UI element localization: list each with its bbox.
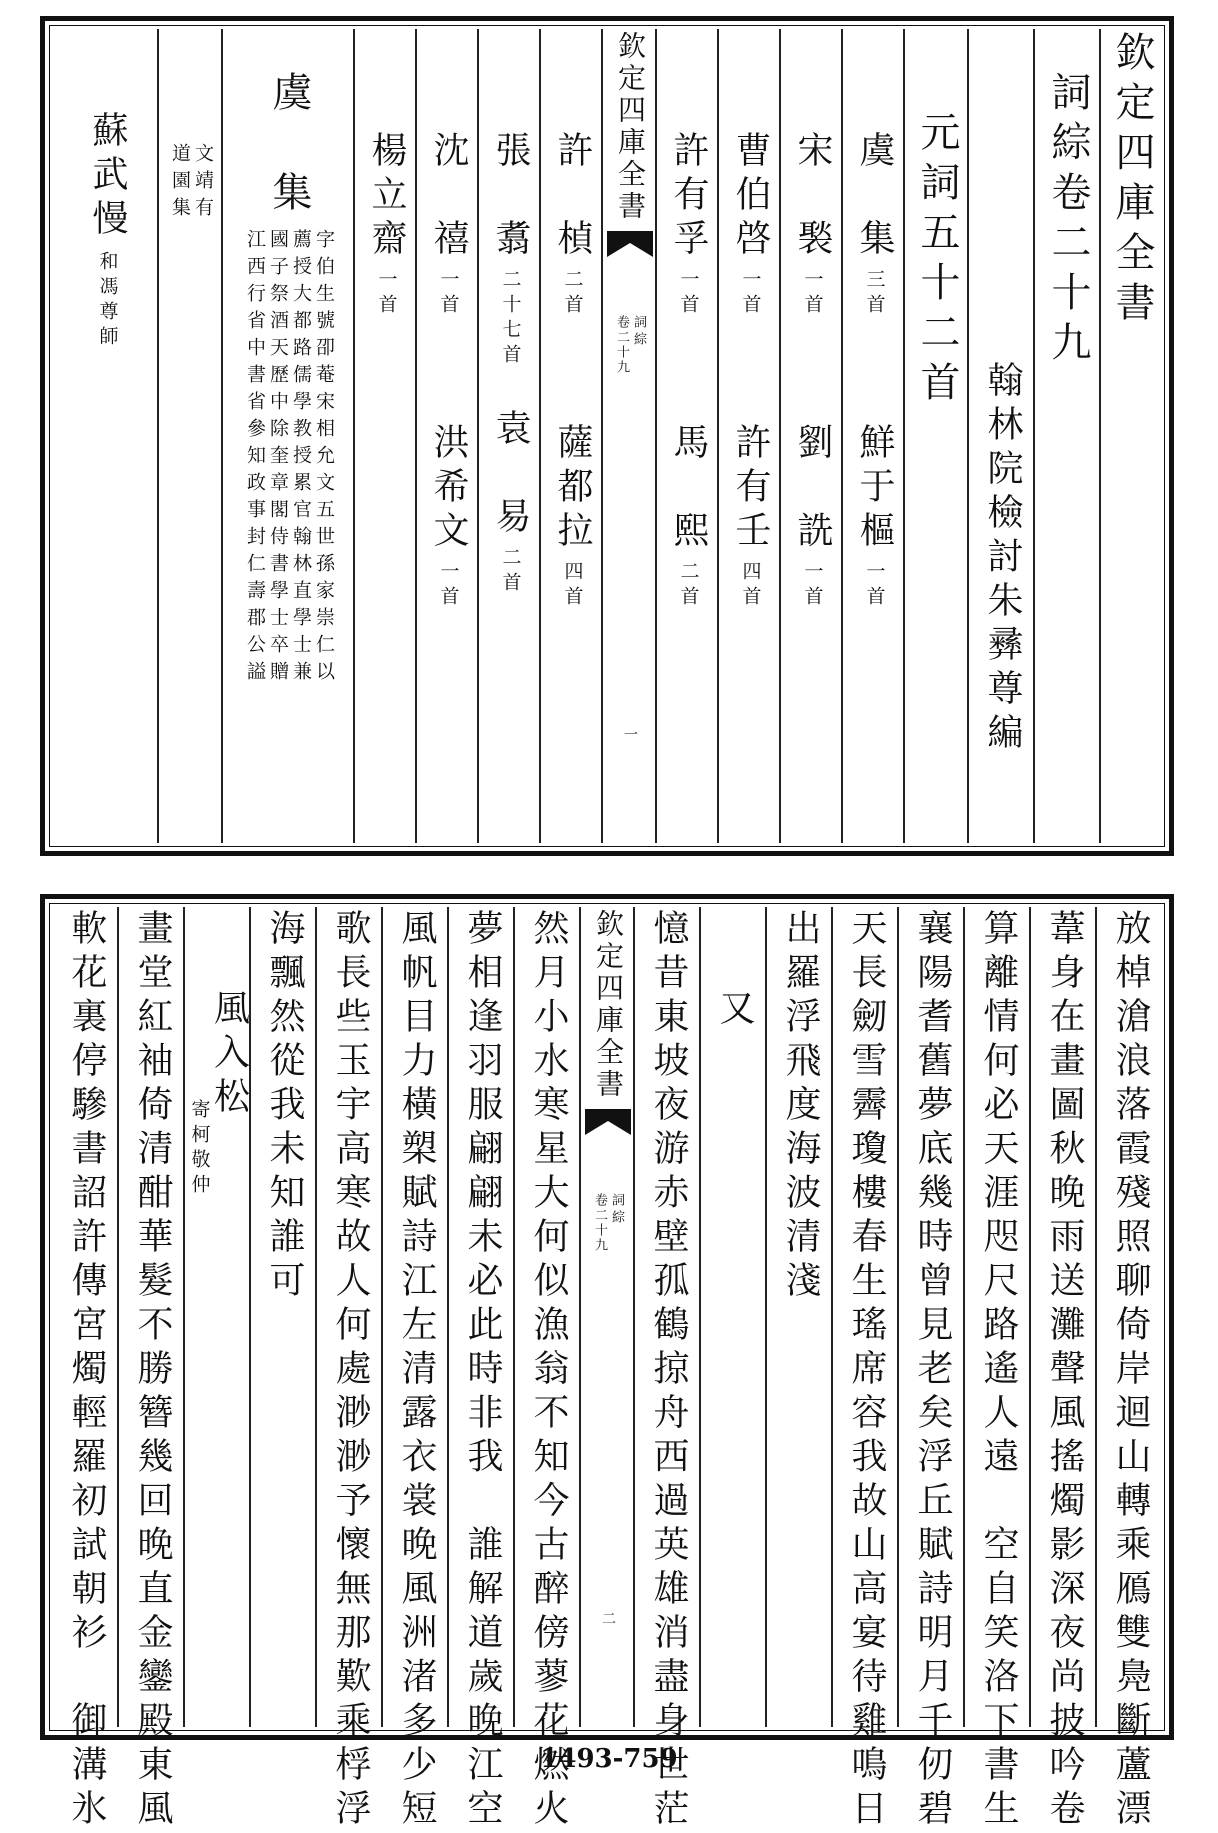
poem-line: 葦身在畫圖秋晚雨送灘聲風搖燭影深夜尚披吟卷 (1044, 909, 1085, 1833)
toc-count: 二首 (677, 561, 700, 611)
toc-author: 許有孚 (668, 131, 709, 263)
toc-author: 楊立齋 (366, 131, 407, 263)
poem-line: 軟花裏停驂書詔許傳宮燭輕羅初試朝衫 御溝氷 (66, 909, 107, 1833)
juan-title: 詞綜卷二十九 (1045, 71, 1091, 371)
toc-author: 沈 禧 (428, 131, 469, 263)
column-rule (633, 907, 635, 1727)
text-column (901, 909, 963, 1833)
toc-row (481, 31, 539, 841)
column-rule (117, 907, 119, 1727)
ci-title: 風入松 (208, 989, 250, 1121)
fishtail-mark (607, 231, 653, 257)
toc-count: 一首 (801, 269, 824, 319)
poem-subtitle: 和馮尊師 (96, 251, 119, 351)
page-upper (40, 16, 1174, 856)
toc-row (357, 31, 415, 841)
text-column (637, 909, 699, 1833)
text-column (703, 909, 765, 1725)
poem-line: 畫堂紅袖倚清酣華髮不勝簪幾回晚直金鑾殿東風 (132, 909, 173, 1833)
fold-book-name: 詞綜 (609, 1193, 624, 1227)
fishtail-mark (585, 1109, 631, 1135)
bio-tail (161, 31, 221, 841)
poem-line: 夢相逢羽服翩翩未必此時非我 誰解道歲晚江空 (462, 909, 503, 1833)
toc-count: 一首 (739, 269, 762, 319)
text-column (319, 909, 381, 1833)
bio-text (245, 229, 333, 688)
toc-author: 鮮于樞 (854, 423, 895, 555)
column-rule (221, 29, 223, 843)
poem-line: 歌長些玉宇高寒故人何處渺渺予懷無那歎乘桴浮 (330, 909, 371, 1833)
column-rule (779, 29, 781, 843)
bio-line: 薦授大都路儒學教授累官翰林直學士兼 (290, 229, 312, 688)
bio-author-name: 虞 集 (266, 71, 312, 221)
compiler: 翰林院檢討朱彞尊編 (982, 361, 1023, 757)
toc-row (783, 31, 841, 841)
ci-title-column (187, 909, 249, 1725)
book-title: 欽定四庫全書 (1109, 31, 1155, 331)
column-rule (1033, 29, 1035, 843)
toc-author: 許 楨 (552, 131, 593, 263)
text-column (253, 909, 315, 1725)
poem-line: 襄陽耆舊夢底幾時曾見老矣浮丘賦詩明月千仞碧 (912, 909, 953, 1833)
poem-line: 出羅浮飛度海波清淺 (780, 909, 821, 1305)
page-number: 1493-759 (540, 1744, 678, 1774)
poem-title-column (57, 31, 157, 841)
poem-line: 憶昔東坡夜游赤壁孤鶴掠舟西過英雄消盡身世茫 (648, 909, 689, 1833)
column-rule (157, 29, 159, 843)
fold-book-title: 欽定四庫全書 (592, 909, 625, 1101)
text-column (835, 909, 897, 1833)
column-rule (699, 907, 701, 1727)
column-rule (539, 29, 541, 843)
column-rule (381, 907, 383, 1727)
poem-heading-you: 又 (714, 989, 755, 1033)
fold-book-title: 欽定四庫全書 (614, 31, 647, 223)
poem-title: 蘇武慢 (87, 111, 128, 243)
toc-author: 洪希文 (428, 423, 469, 555)
toc-row (721, 31, 779, 841)
column-rule (1029, 907, 1031, 1727)
text-column (55, 909, 117, 1833)
toc-count: 四首 (561, 561, 584, 611)
column-rule (513, 907, 515, 1727)
fold-caption (593, 1193, 623, 1253)
fold-caption (615, 315, 645, 375)
poem-line: 海飄然從我未知誰可 (264, 909, 305, 1305)
column-rule (717, 29, 719, 843)
column-rule (579, 907, 581, 1727)
poem-line: 天長劒雪霽瓊樓春生瑤席容我故山高宴待雞鳴日 (846, 909, 887, 1833)
column-rule (903, 29, 905, 843)
bio-line: 字伯生號卲菴宋相允文五世孫家崇仁以 (313, 229, 335, 688)
text-column (385, 909, 447, 1833)
column-rule (765, 907, 767, 1727)
text-column (1033, 909, 1095, 1833)
toc-author: 曹伯啓 (730, 131, 771, 263)
bio-line: 江西行省中書省參知政事封仁壽郡公謚 (244, 229, 266, 688)
toc-count: 二十七首 (499, 269, 522, 369)
bio-tail-line: 道園集 (169, 143, 191, 224)
column-rule (477, 29, 479, 843)
center-fold (605, 31, 655, 841)
column-rule (447, 907, 449, 1727)
column-rule (655, 29, 657, 843)
toc-row (845, 31, 903, 841)
toc-author: 宋 褧 (792, 131, 833, 263)
author-bio (225, 31, 353, 841)
poem-line: 算離情何必天涯咫尺路遙人遠 空自笑洛下書生 (978, 909, 1019, 1833)
fold-juan: 卷二十九 (592, 1193, 607, 1253)
poem-line: 風帆目力橫槊賦詩江左清露衣裳晚風洲渚多少短 (396, 909, 437, 1833)
toc-author: 許有壬 (730, 423, 771, 555)
toc-count: 二首 (499, 547, 522, 597)
section-title: 元詞五十二首 (914, 111, 960, 411)
poem-line: 放棹滄浪落霞殘照聊倚岸迴山轉乘鴈雙鳧斷蘆漂 (1110, 909, 1151, 1833)
column-rule (1095, 907, 1097, 1727)
toc-count: 一首 (863, 561, 886, 611)
ci-subtitle: 寄柯敬仲 (188, 1099, 211, 1199)
juan-title-column (1037, 31, 1099, 841)
section-title-column (907, 31, 967, 841)
column-rule (601, 29, 603, 843)
bio-tail-line: 文靖有 (192, 143, 214, 224)
column-rule (315, 907, 317, 1727)
toc-count: 一首 (801, 561, 824, 611)
toc-row (543, 31, 601, 841)
column-rule (841, 29, 843, 843)
toc-count: 一首 (437, 561, 460, 611)
toc-author: 虞 集 (854, 131, 895, 263)
toc-count: 一首 (677, 269, 700, 319)
toc-author: 劉 詵 (792, 423, 833, 555)
column-rule (353, 29, 355, 843)
text-column (1099, 909, 1161, 1833)
toc-count: 三首 (863, 269, 886, 319)
toc-row (419, 31, 477, 841)
column-rule (897, 907, 899, 1727)
toc-author: 袁 易 (490, 409, 531, 541)
poem-line: 然月小水寒星大何似漁翁不知今古醉傍蓼花燃火 (528, 909, 569, 1833)
toc-row (659, 31, 717, 841)
text-column (967, 909, 1029, 1833)
book-title-column (1103, 31, 1161, 841)
fold-folio: 二 (600, 1611, 616, 1625)
toc-author: 薩都拉 (552, 423, 593, 555)
column-rule (183, 907, 185, 1727)
text-column (769, 909, 831, 1725)
toc-author: 張 翥 (490, 131, 531, 263)
column-rule (831, 907, 833, 1727)
column-rule (1099, 29, 1101, 843)
toc-count: 一首 (375, 269, 398, 319)
center-fold (583, 909, 633, 1725)
toc-count: 一首 (437, 269, 460, 319)
bio-line: 國子祭酒天歷中除奎章閣侍書學士卒贈 (267, 229, 289, 688)
toc-author: 馬 熙 (668, 423, 709, 555)
toc-count: 四首 (739, 561, 762, 611)
fold-folio: 一 (622, 727, 638, 741)
fold-juan: 卷二十九 (614, 315, 629, 375)
text-column (517, 909, 579, 1833)
text-column (451, 909, 513, 1833)
column-rule (967, 29, 969, 843)
column-rule (963, 907, 965, 1727)
fold-book-name: 詞綜 (631, 315, 646, 349)
column-rule (415, 29, 417, 843)
toc-count: 二首 (561, 269, 584, 319)
compiler-column (971, 31, 1033, 841)
text-column (121, 909, 183, 1833)
